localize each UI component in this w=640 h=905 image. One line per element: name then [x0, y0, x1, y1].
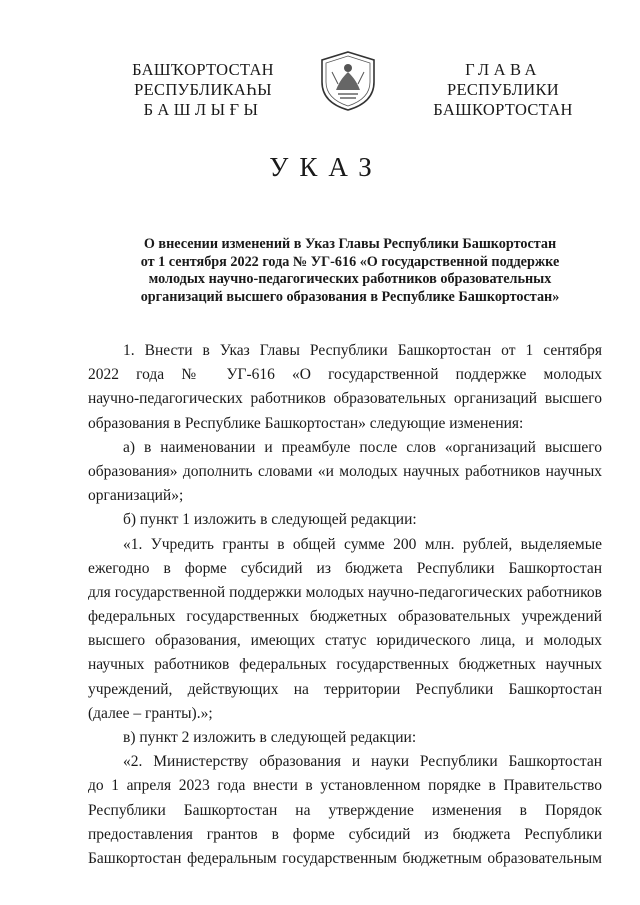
body-line: до 1 апреля 2023 года внести в установленном порядке в Правительство	[88, 777, 602, 795]
header-left-line-2: РЕСПУБЛИКАҺЫ	[134, 80, 272, 99]
body-line: организаций»;	[88, 487, 184, 505]
header-bashkir	[118, 60, 288, 120]
body-line: Республики Башкортостан на утверждение изменения в Порядок	[88, 801, 602, 819]
body-line: «2. Министерству образования и науки Республики Башкортостан	[123, 753, 602, 771]
body-line: научно-педагогических работников образовательных организаций высшего	[88, 390, 602, 408]
decree-body	[88, 339, 602, 871]
header-right-line-3: БАШКОРТОСТАН	[433, 100, 573, 119]
header-left-line-3: БАШЛЫҒЫ	[143, 100, 263, 119]
body-line: а) в наименовании и преамбуле после слов «организаций высшего	[123, 438, 602, 456]
body-line: научных работников федеральных государственных бюджетных научных	[88, 656, 602, 674]
body-line: ежегодно в форме субсидий из бюджета Республики Башкортостан	[88, 559, 602, 577]
body-line: образования» дополнить словами «и молодых научных работников научных	[88, 462, 602, 480]
body-line: 1. Внести в Указ Главы Республики Башкортостан от 1 сентября	[123, 342, 602, 359]
body-line: высшего образования, имеющих статус юридического лица, и молодых	[88, 632, 602, 650]
body-line: образования в Республике Башкортостан» следующие изменения:	[88, 414, 524, 432]
header-left-line-1: БАШҠОРТОСТАН	[132, 60, 274, 79]
body-line: учреждений, действующих на территории Республики Башкортостан	[88, 680, 602, 698]
body-line: 2022 года № УГ-616 «О государственной поддержке молодых	[88, 366, 602, 384]
decree-title: УКАЗ	[269, 152, 383, 182]
body-line: Башкортостан федеральным государственным бюджетным образовательным	[88, 849, 602, 867]
body-line: для государственной поддержки молодых научно-педагогических работников	[88, 583, 602, 601]
body-line: предоставления грантов в форме субсидий из бюджета Республики	[88, 825, 602, 843]
subject-line: молодых научно-педагогических работников образовательных	[148, 271, 552, 287]
subject-line: от 1 сентября 2022 года № УГ-616 «О государственной поддержке	[140, 253, 560, 270]
header-right-line-2: РЕСПУБЛИКИ	[447, 80, 559, 99]
body-line: в) пункт 2 изложить в следующей редакции:	[123, 729, 417, 746]
body-line: (далее – гранты).»;	[88, 704, 213, 722]
body-line: «1. Учредить гранты в общей сумме 200 млн. рублей, выделяемые	[123, 535, 602, 553]
coat-of-arms-emblem-icon	[318, 50, 378, 112]
body-line: федеральных государственных бюджетных образовательных учреждений	[88, 608, 602, 626]
header-russian	[418, 60, 588, 120]
subject-line: О внесении изменений в Указ Главы Республики Башкортостан	[143, 236, 557, 252]
body-line: б) пункт 1 изложить в следующей редакции:	[123, 511, 417, 529]
header-right-line-1: ГЛАВА	[465, 60, 541, 79]
decree-subject	[110, 236, 590, 306]
subject-line: организаций высшего образования в Республике Башкортостан»	[140, 288, 560, 305]
